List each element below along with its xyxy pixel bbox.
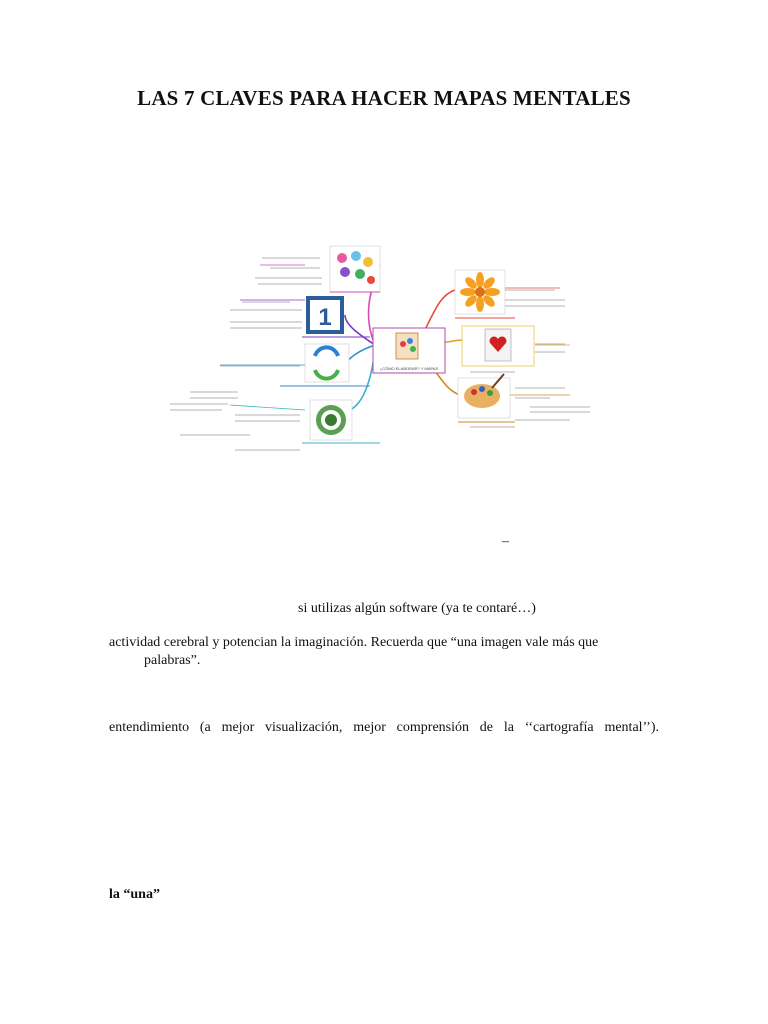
paragraph-understanding: entendimiento (a mejor visualización, mejor comprensión de la ‘‘cartografía mental’’). xyxy=(109,720,659,735)
stray-dash: – xyxy=(502,534,509,549)
paragraph-imagination xyxy=(109,634,659,670)
central-node-caption: ¿CÓMO ELABORAR? Y MAPAS xyxy=(379,366,439,371)
bold-fragment: la “una” xyxy=(109,887,160,902)
paragraph-imagination-line2: palabras”. xyxy=(144,653,201,668)
paragraph-imagination-line1: actividad cerebral y potencian la imaginación. Recuerda que “una imagen vale más que xyxy=(109,635,599,650)
paragraph-software: si utilizas algún software (ya te contaré…) xyxy=(298,601,536,616)
mind-map-figure xyxy=(170,240,600,455)
mind-map-graphic xyxy=(170,240,600,455)
document-title: LAS 7 CLAVES PARA HACER MAPAS MENTALES xyxy=(137,86,631,110)
number-one-glyph: 1 xyxy=(318,304,332,331)
